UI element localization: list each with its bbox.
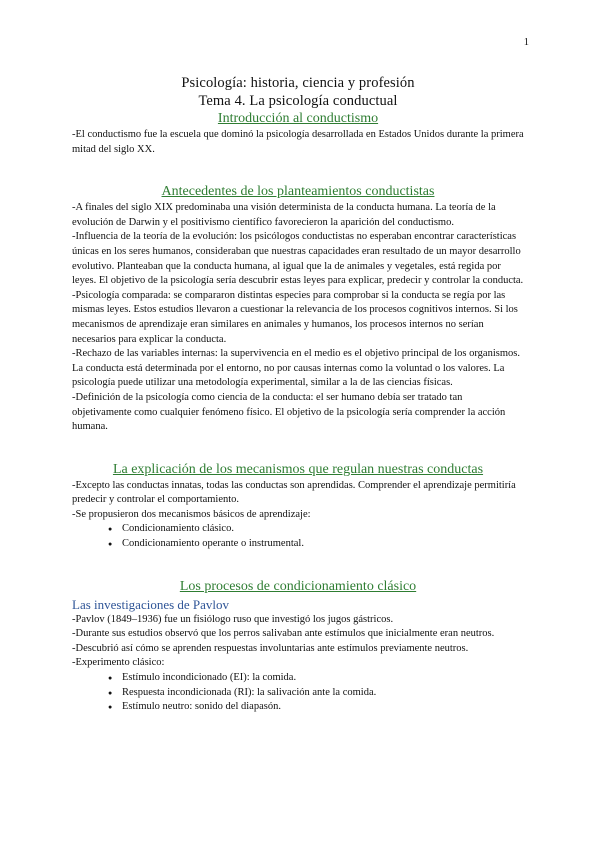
list-item: ● Respuesta incondicionada (RI): la salivación ante la comida. (108, 686, 524, 701)
paragraph: -Durante sus estudios observó que los perros salivaban ante estímulos que inicialmente eran neutros. (72, 628, 495, 640)
paragraph: -Psicología comparada: se compararon distintas especies para comprobar si la conducta se regía por las mismas leyes. Estos estudios llevaron a cuestionar la relevancia de los procesos cognitivos internos. Si los mecanismos de aprendizaje eran similares en animales y humanos, los procesos internos no serían necesarios para explicar la conducta. (72, 289, 518, 345)
spacer (72, 157, 524, 183)
spacer (72, 552, 524, 578)
document-title: Psicología: historia, ciencia y profesión (181, 75, 415, 91)
paragraph: -Descubrió así cómo se aprenden respuestas involuntarias ante estímulos previamente neutros. (72, 642, 469, 654)
document-body (72, 74, 524, 715)
list-item: ● Condicionamiento clásico. (108, 522, 524, 537)
list-item: ● Estímulo neutro: sonido del diapasón. (108, 700, 524, 715)
page-number: 1 (523, 37, 529, 48)
subsection-heading-pavlov: Las investigaciones de Pavlov (72, 596, 230, 612)
section-heading-antecedentes: Antecedentes de los planteamientos conductistas (161, 184, 435, 200)
section-heading-mecanismos: La explicación de los mecanismos que regulan nuestras conductas (112, 461, 484, 477)
document-subtitle: Tema 4. La psicología conductual (198, 93, 398, 109)
spacer (72, 435, 524, 461)
paragraph: -Experimento clásico: (72, 657, 165, 669)
paragraph: -Definición de la psicología como ciencia de la conducta: el ser humano debía ser tratado tan objetivamente como cualquier fenómeno físico. El objetivo de la psicología sería comprender la acción humana. (72, 391, 506, 433)
list-item: ● Estímulo incondicionado (EI): la comida. (108, 671, 524, 686)
paragraph: -A finales del siglo XIX predominaba una visión determinista de la conducta humana. La teoría de la evolución de Darwin y el positivismo científico favorecieron la aparición del conductismo. (72, 202, 496, 228)
paragraph: -Influencia de la teoría de la evolución: los psicólogos conductistas no esperaban encontrar características únicas en los seres humanos, consideraban que nuestras capacidades eran resultado de un mayor desarrollo evolutivo. Planteaban que la conducta humana, al igual que la de animales y vegetales, está regida por leyes. El objetivo de la psicología sería descubrir estas leyes para explicar, predecir y controlar la conducta. (72, 231, 524, 287)
paragraph: -Rechazo de las variables internas: la supervivencia en el medio es el objetivo principal de los organismos. La conducta está determinada por el entorno, no por causas internas como la voluntad o los valores. La psicología puede utilizar una metodología experimental, similar a la de las ciencias físicas. (72, 348, 520, 389)
paragraph: -El conductismo fue la escuela que dominó la psicología desarrollada en Estados Unidos durante la primera mitad del siglo XX. (72, 129, 524, 155)
paragraph: -Pavlov (1849–1936) fue un fisiólogo ruso que investigó los jugos gástricos. (72, 613, 394, 625)
section-heading-clasico: Los procesos de condicionamiento clásico (179, 578, 417, 594)
section-heading-intro: Introducción al conductismo (217, 111, 379, 126)
bullet-list (72, 522, 524, 551)
paragraph: -Se propusieron dos mecanismos básicos de aprendizaje: (72, 508, 311, 520)
list-item: ● Condicionamiento operante o instrumental. (108, 537, 524, 552)
paragraph: -Excepto las conductas innatas, todas las conductas son aprendidas. Comprender el aprendizaje permitiría predecir y controlar el comportamiento. (72, 479, 516, 506)
bullet-list (72, 671, 524, 715)
